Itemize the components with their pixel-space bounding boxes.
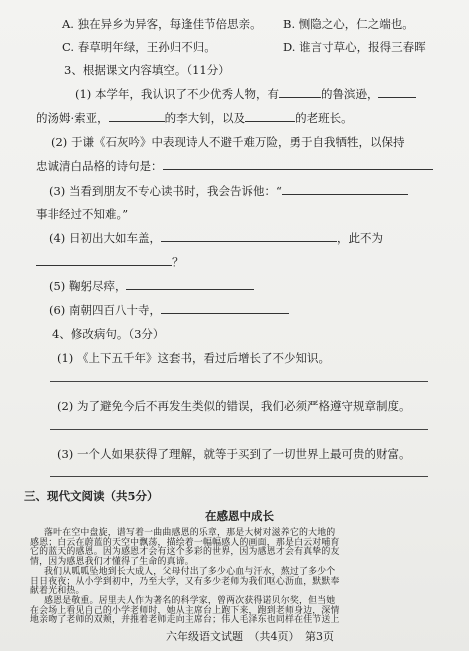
q3-s2-line2 bbox=[36, 158, 433, 174]
q3-s3-line1 bbox=[49, 183, 408, 199]
answer-blank[interactable] bbox=[245, 111, 295, 122]
answer-line[interactable] bbox=[50, 381, 428, 382]
option-b: B. 恻隐之心，仁之端也。 bbox=[283, 17, 414, 31]
q3-s5-prompt: (5) 鞠躬尽瘁， bbox=[49, 279, 127, 293]
q3-s1-line bbox=[75, 86, 416, 102]
paragraph-line: 落叶在空中盘旋，谱写着一曲曲感恩的乐章，那是大树对滋养它的大地的 bbox=[44, 528, 336, 538]
q4-s3: (3) 一个人如果获得了理解，就等于买到了一切世界上最可贵的财富。 bbox=[57, 447, 411, 461]
q3-s2-line1: (2) 于谦《石灰吟》中表现诗人不避千难万险，勇于自我牺牲，以保持 bbox=[51, 135, 405, 149]
answer-line[interactable] bbox=[50, 429, 428, 430]
answer-blank[interactable] bbox=[378, 87, 416, 98]
q3-s4-line1 bbox=[49, 230, 383, 246]
q3-s4-part-b: ，此不为 bbox=[336, 231, 383, 245]
q3-s3-prompt: (3) 当看到朋友不专心读书时，我会告诉他：“ bbox=[49, 184, 282, 198]
q3-s2-prompt: 忠诚清白品格的诗句是： bbox=[36, 159, 163, 173]
page-footer: 六年级语文试题 （共4页） 第3页 bbox=[166, 630, 334, 643]
paragraph-line: 日日夜夜；从小学到初中，乃至大学，又有多少老师为我们呕心沥血，默默奉 bbox=[30, 576, 340, 587]
paragraph-line: 在会场上看见自己的小学老师时，她从主席台上跑下来，跑到老师身边，深情 bbox=[30, 605, 340, 616]
passage-title: 在感恩中成长 bbox=[205, 509, 274, 523]
answer-blank[interactable] bbox=[279, 87, 321, 98]
option-c: C. 春草明年绿，王孙归不归。 bbox=[62, 40, 216, 54]
q3-heading: 3、根据课文内容填空。（11分） bbox=[64, 63, 230, 77]
q3-s4-line2 bbox=[36, 254, 184, 270]
answer-blank[interactable] bbox=[36, 255, 172, 266]
q3-s1-part-d: 的李大钊，以及 bbox=[164, 111, 246, 125]
q3-s4-part-a: (4) 日初出大如车盖， bbox=[49, 231, 161, 245]
q3-s5-line bbox=[49, 278, 254, 294]
q3-s1-part-e: 的老班长。 bbox=[295, 111, 353, 125]
q3-s1-part-a: (1) 本学年，我认识了不少优秀人物，有 bbox=[75, 87, 279, 101]
q3-s1-line2 bbox=[36, 110, 353, 126]
paragraph-line: 地亲吻了老师的双颊，并推着老师走向主席台；伟人毛泽东也同样在佳节送上 bbox=[30, 615, 340, 626]
section3-heading: 三、现代文阅读（共5分） bbox=[24, 489, 159, 503]
answer-blank[interactable] bbox=[161, 303, 289, 314]
answer-blank[interactable] bbox=[161, 231, 337, 242]
answer-blank[interactable] bbox=[163, 159, 433, 170]
paragraph-line: 我们从呱呱坠地到长大成人，父母付出了多少心血与汗水，熬过了多少个 bbox=[44, 566, 336, 577]
q3-s1-part-c: 的汤姆·索亚， bbox=[36, 111, 109, 125]
q3-s3-line2: 事非经过不知难。” bbox=[36, 207, 129, 221]
q4-heading: 4、修改病句。（3分） bbox=[52, 327, 165, 341]
paragraph-line: 感恩是敬重。居里夫人作为著名的科学家，曾两次获得诺贝尔奖，但当她 bbox=[44, 595, 336, 606]
q3-s4-part-c: ？ bbox=[172, 255, 184, 269]
q4-s1: (1) 《上下五千年》这套书，看过后增长了不少知识。 bbox=[57, 351, 330, 365]
option-d: D. 谁言寸草心，报得三春晖 bbox=[283, 40, 426, 54]
q4-s2: (2) 为了避免今后不再发生类似的错误，我们必须严格遵守规章制度。 bbox=[57, 399, 411, 413]
answer-blank[interactable] bbox=[126, 279, 254, 290]
paragraph-line: 感恩；白云在蔚蓝的天空中飘荡，描绘着一幅幅感人的画面，那是白云对哺育 bbox=[30, 537, 340, 548]
paragraph-line: 它的蓝天的感恩。因为感恩才会有这个多彩的世界，因为感恩才会有真挚的友 bbox=[30, 547, 340, 558]
paragraph-line: 情，因为感恩我们才懂得了生命的真谛。 bbox=[30, 557, 194, 568]
q3-s1-part-b: 的鲁滨逊， bbox=[320, 87, 379, 101]
q3-s6-prompt: (6) 南朝四百八十寺， bbox=[49, 303, 161, 317]
paragraph-line: 献着光和热。 bbox=[30, 586, 85, 597]
q3-s6-line bbox=[49, 302, 289, 318]
answer-line[interactable] bbox=[50, 476, 428, 477]
answer-blank[interactable] bbox=[109, 111, 165, 122]
answer-blank[interactable] bbox=[282, 184, 408, 195]
option-a: A. 独在异乡为异客，每逢佳节倍思亲。 bbox=[62, 17, 262, 31]
